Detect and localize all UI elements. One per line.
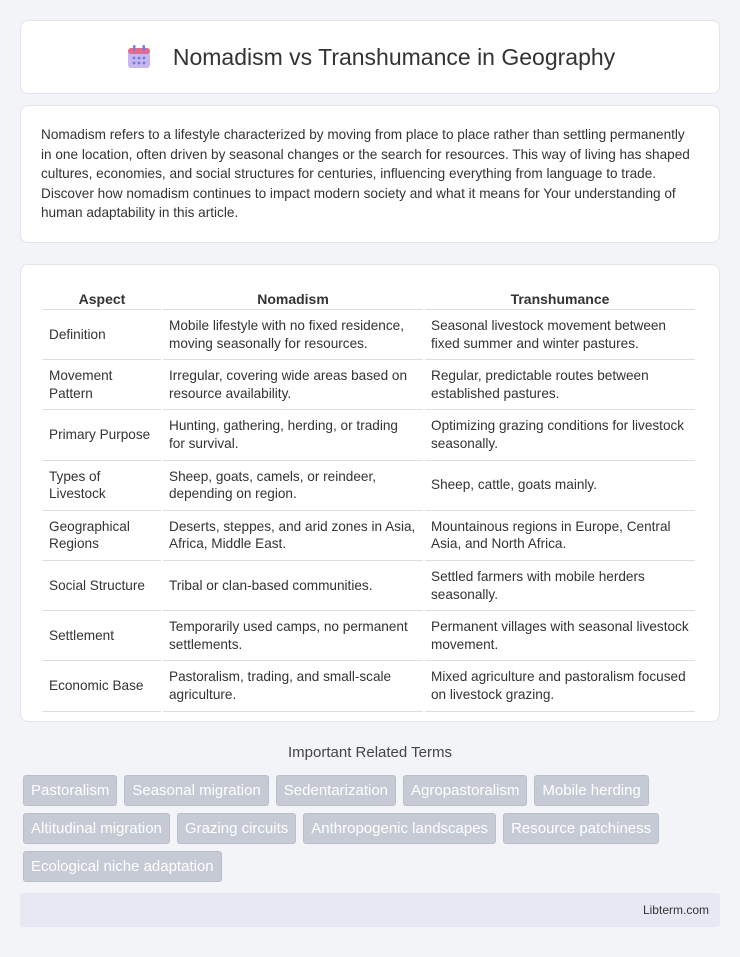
related-term-tag[interactable]: Grazing circuits	[177, 813, 296, 844]
related-term-tag[interactable]: Resource patchiness	[503, 813, 659, 844]
table-row	[43, 661, 695, 711]
table-row	[43, 360, 695, 410]
table-header-row	[43, 288, 695, 310]
row-nomadism: Mobile lifestyle with no fixed residence, moving seasonally for resources.	[163, 310, 423, 360]
comparison-table	[41, 288, 697, 712]
related-term-tag[interactable]: Seasonal migration	[124, 775, 268, 806]
table-row	[43, 561, 695, 611]
table-row	[43, 410, 695, 460]
title-card	[20, 20, 720, 94]
row-transhumance: Sheep, cattle, goats mainly.	[425, 461, 695, 511]
calendar-icon	[125, 43, 153, 71]
related-term-tag[interactable]: Anthropogenic landscapes	[303, 813, 496, 844]
row-aspect: Social Structure	[43, 561, 161, 611]
related-term-tag[interactable]: Ecological niche adaptation	[23, 851, 222, 882]
row-nomadism: Hunting, gathering, herding, or trading for survival.	[163, 410, 423, 460]
table-row	[43, 611, 695, 661]
row-nomadism: Deserts, steppes, and arid zones in Asia, Africa, Middle East.	[163, 511, 423, 561]
header-aspect: Aspect	[43, 288, 161, 310]
related-term-tag[interactable]: Altitudinal migration	[23, 813, 170, 844]
row-aspect: Geographical Regions	[43, 511, 161, 561]
row-aspect: Movement Pattern	[43, 360, 161, 410]
row-transhumance: Mountainous regions in Europe, Central Asia, and North Africa.	[425, 511, 695, 561]
row-transhumance: Mixed agriculture and pastoralism focused on livestock grazing.	[425, 661, 695, 711]
row-aspect: Primary Purpose	[43, 410, 161, 460]
footer	[20, 893, 720, 927]
table-row	[43, 461, 695, 511]
row-aspect: Economic Base	[43, 661, 161, 711]
row-transhumance: Optimizing grazing conditions for livestock seasonally.	[425, 410, 695, 460]
row-nomadism: Sheep, goats, camels, or reindeer, depending on region.	[163, 461, 423, 511]
header-transhumance: Transhumance	[425, 288, 695, 310]
related-terms-title: Important Related Terms	[288, 744, 452, 761]
table-row	[43, 310, 695, 360]
related-term-tag[interactable]: Sedentarization	[276, 775, 396, 806]
row-transhumance: Settled farmers with mobile herders seasonally.	[425, 561, 695, 611]
row-aspect: Definition	[43, 310, 161, 360]
related-terms-list	[23, 775, 713, 889]
comparison-table-card	[20, 264, 720, 722]
row-nomadism: Tribal or clan-based communities.	[163, 561, 423, 611]
related-term-tag[interactable]: Pastoralism	[23, 775, 117, 806]
related-term-tag[interactable]: Mobile herding	[534, 775, 648, 806]
row-transhumance: Seasonal livestock movement between fixed summer and winter pastures.	[425, 310, 695, 360]
header-nomadism: Nomadism	[163, 288, 423, 310]
row-aspect: Settlement	[43, 611, 161, 661]
row-nomadism: Pastoralism, trading, and small-scale agriculture.	[163, 661, 423, 711]
intro-text: Nomadism refers to a lifestyle characterized by moving from place to place rather than settling permanently in one location, often driven by seasonal changes or the search for resources. This way of living has shaped cultures, economies, and social structures for centuries, influencing everything from language to trade. Discover how nomadism continues to impact modern society and what it means for Your understanding of human adaptability in this article.	[41, 127, 690, 221]
row-transhumance: Regular, predictable routes between established pastures.	[425, 360, 695, 410]
row-aspect: Types of Livestock	[43, 461, 161, 511]
row-transhumance: Permanent villages with seasonal livestock movement.	[425, 611, 695, 661]
footer-site-link[interactable]: Libterm.com	[642, 903, 709, 917]
row-nomadism: Temporarily used camps, no permanent settlements.	[163, 611, 423, 661]
related-term-tag[interactable]: Agropastoralism	[403, 775, 527, 806]
page-title: Nomadism vs Transhumance in Geography	[172, 43, 616, 70]
row-nomadism: Irregular, covering wide areas based on resource availability.	[163, 360, 423, 410]
intro-card	[20, 105, 720, 243]
table-row	[43, 511, 695, 561]
